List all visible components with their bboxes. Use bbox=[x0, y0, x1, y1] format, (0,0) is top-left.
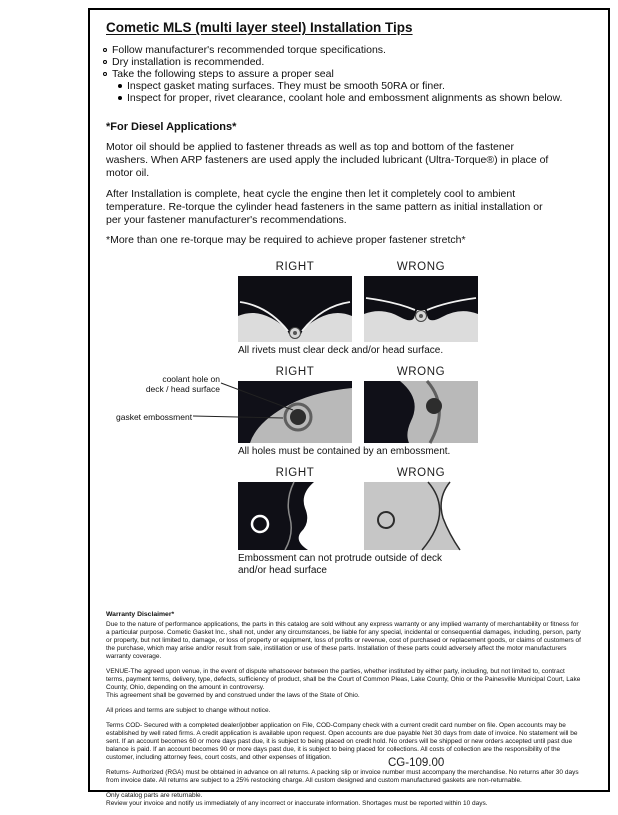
figure-images bbox=[238, 482, 582, 550]
figure-caption-line1: Embossment can not protrude outside of deck bbox=[238, 553, 443, 564]
embossment-wrong-diagram bbox=[364, 482, 478, 550]
figure-labels bbox=[238, 261, 582, 274]
dot-bullet-icon bbox=[118, 96, 122, 100]
circle-bullet-icon bbox=[103, 48, 107, 52]
warranty-paragraph-returns: Returns- Authorized (RGA) must be obtained in advance on all returns. A packing slip or invoice number must accompany the merchandise. No returns after 30 days from invoice date. All returns are subject to a 25% restocking charge. All custom designed and custom manufactured gaskets are non-returnable. bbox=[106, 769, 579, 784]
document-code: CG-109.00 bbox=[388, 757, 445, 769]
list-item-text: Inspect for proper, rivet clearance, coolant hole and embossment alignments as shown below. bbox=[127, 92, 563, 104]
figure-labels bbox=[238, 467, 582, 480]
figure-hole-embossment bbox=[106, 366, 582, 458]
list-item-text: Dry installation is recommended. bbox=[112, 56, 265, 68]
warranty-heading: Warranty Disclaimer* bbox=[106, 611, 175, 618]
warranty-paragraph-venue: VENUE-The agreed upon venue, in the event of dispute whatsoever between the parties, whether instituted by either party, including, but not limited to, contract terms, payment terms, delivery, type, defects, sufficiency of product, shall be the Court of Common Pleas, Lake County, Ohio or the Painesville Municipal Court, Lake County, Ohio, depending on the amount in controversy. bbox=[106, 668, 581, 691]
hole-right-diagram bbox=[238, 381, 352, 443]
list-item-text: Take the following steps to assure a proper seal bbox=[112, 68, 334, 80]
figure-caption: All rivets must clear deck and/or head surface. bbox=[238, 345, 444, 356]
list-item bbox=[103, 44, 582, 56]
retorque-note: *More than one re-torque may be required to achieve proper fastener stretch* bbox=[106, 234, 466, 246]
warranty-paragraph-liability: Due to the nature of performance applications, the parts in this catalog are sold without any express warranty or any implied warranty of merchantability or fitness for a particular purpose. Cometic Gasket Inc., shall not, under any circumstances, be liable for any special, incidental or consequential damages, including, person, party or property, but not limited to, damage, or loss of property or equipment, loss of profits or revenue, cost of purchased or replacement goods, or claims of customers of the purchase, which may arise and/or result from sale, instillation or use of these parts. Installation of these parts could adversely affect the motor manufacturers warranty coverage. bbox=[106, 621, 581, 660]
list-sub-item bbox=[118, 80, 582, 92]
warranty-paragraph-governing-law: This agreement shall be governed by and construed under the laws of the State of Ohio. bbox=[106, 692, 360, 699]
warranty-paragraph-invoice: Review your invoice and notify us immediately of any incorrect or inaccurate information. Shortages must be reported within 10 days. bbox=[106, 800, 488, 807]
figure-labels bbox=[238, 366, 582, 379]
list-item-text: Inspect gasket mating surfaces. They must be smooth 50RA or finer. bbox=[127, 80, 445, 92]
rivet-right-diagram bbox=[238, 276, 352, 342]
page-title: Cometic MLS (multi layer steel) Installation Tips bbox=[106, 20, 413, 35]
circle-bullet-icon bbox=[103, 60, 107, 64]
wrong-label: WRONG bbox=[396, 366, 446, 378]
right-label: RIGHT bbox=[275, 467, 315, 479]
figure-images bbox=[238, 276, 582, 342]
coolant-hole-callout-line1: coolant hole on bbox=[162, 374, 220, 384]
figure-caption bbox=[238, 553, 582, 577]
dot-bullet-icon bbox=[118, 84, 122, 88]
figure-caption: All holes must be contained by an embossment. bbox=[238, 446, 451, 457]
wrong-label: WRONG bbox=[396, 467, 446, 479]
hole-wrong-diagram bbox=[364, 381, 478, 443]
warranty-section bbox=[106, 611, 582, 808]
figure-rivet-clearance bbox=[106, 261, 582, 357]
warranty-paragraph-returnable: Only catalog parts are returnable. bbox=[106, 792, 203, 799]
list-sub-item bbox=[118, 92, 582, 104]
gasket-embossment-callout: gasket embossment bbox=[116, 412, 193, 422]
list-item-text: Follow manufacturer's recommended torque specifications. bbox=[112, 44, 386, 56]
figure-caption-line2: and/or head surface bbox=[238, 565, 327, 576]
rivet-wrong-diagram bbox=[364, 276, 478, 342]
page-content bbox=[106, 20, 582, 815]
wrong-label: WRONG bbox=[396, 261, 446, 273]
coolant-hole-callout-line2: deck / head surface bbox=[145, 384, 220, 394]
coolant-hole-callout bbox=[134, 374, 220, 394]
embossment-right-diagram bbox=[238, 482, 352, 550]
diesel-paragraph-1: Motor oil should be applied to fastener threads as well as top and bottom of the fastener washers. When ARP fasteners are used apply the included lubricant (Ultra-Torque®) in place of motor oil. bbox=[106, 141, 549, 179]
list-item bbox=[103, 68, 582, 80]
list-item bbox=[103, 56, 582, 68]
figure-images bbox=[238, 381, 582, 443]
diesel-applications-heading: *For Diesel Applications* bbox=[106, 121, 237, 133]
diesel-paragraph-2: After Installation is complete, heat cycle the engine then let it completely cool to ambient temperature. Re-torque the cylinder head fasteners in the same pattern as initial installation or per your fastener manufacturer's recommendations. bbox=[106, 188, 543, 226]
warranty-paragraph-terms: Terms COD- Secured with a completed dealer/jobber application on File, COD-Company check with a current credit card number on file. Open accounts may be established by well rated firms. A credit application is available upon request. Open accounts are due payable Net 30 days from date of invoice. No statement will be sent. If an account becomes 60 or more days past due, it is subject to being placed on credit hold. No orders will be shipped or new orders accepted until past due balance is paid. If an account becomes 90 or more days past due, it is subject to being placed for collections. All costs of collection are the responsibility of the customer, including attorney fees, court costs, and other expenses of litigation. bbox=[106, 722, 578, 761]
right-label: RIGHT bbox=[275, 366, 315, 378]
installation-tips-list bbox=[103, 44, 582, 104]
circle-bullet-icon bbox=[103, 72, 107, 76]
figure-embossment-protrusion bbox=[106, 467, 582, 577]
right-label: RIGHT bbox=[275, 261, 315, 273]
warranty-paragraph-prices: All prices and terms are subject to change without notice. bbox=[106, 707, 271, 714]
